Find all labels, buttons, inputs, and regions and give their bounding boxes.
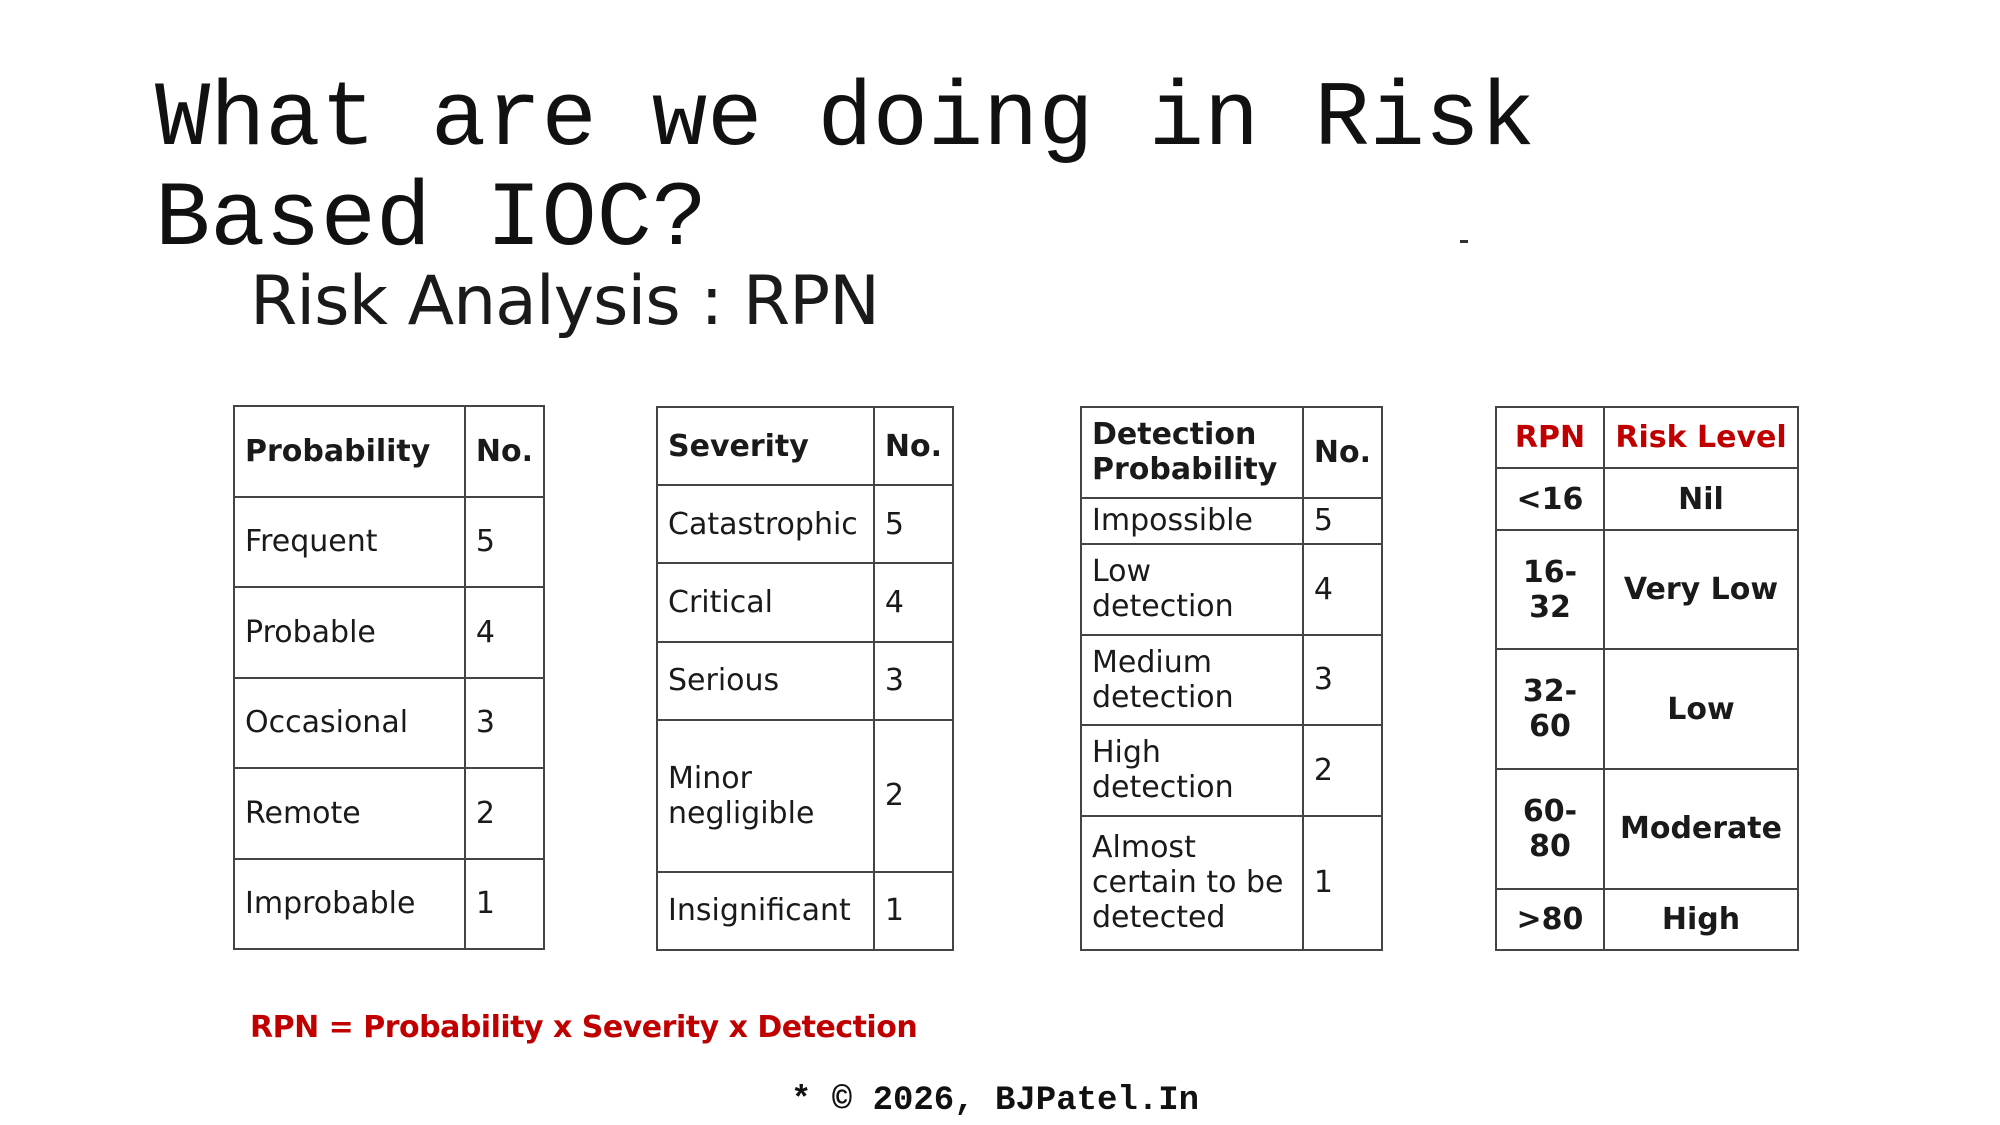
table-cell: <16 xyxy=(1496,468,1604,529)
table-header-row xyxy=(1081,407,1382,498)
table-cell: High xyxy=(1604,889,1798,950)
risk-level-table xyxy=(1495,406,1799,951)
table-row xyxy=(1081,635,1382,726)
table-cell: Catastrophic xyxy=(657,485,874,563)
copyright-footer: * © 2026, BJPatel.In xyxy=(790,1082,1200,1120)
table-row xyxy=(657,485,953,563)
table-row xyxy=(1081,498,1382,545)
table-row xyxy=(1081,816,1382,951)
table-cell: 3 xyxy=(874,642,953,720)
table-cell: Moderate xyxy=(1604,769,1798,889)
table-cell: 2 xyxy=(874,720,953,872)
table-row xyxy=(1496,530,1798,650)
table-cell: Serious xyxy=(657,642,874,720)
table-cell: Insignificant xyxy=(657,872,874,950)
table-header-cell: Detection Probability xyxy=(1081,407,1303,498)
table-cell: 5 xyxy=(874,485,953,563)
table-cell: 1 xyxy=(874,872,953,950)
table-row xyxy=(657,642,953,720)
table-cell: Minor negligible xyxy=(657,720,874,872)
table-row xyxy=(234,497,544,588)
table-row xyxy=(1496,468,1798,529)
table-row xyxy=(1496,649,1798,769)
table-cell: 4 xyxy=(874,563,953,641)
table-cell: Nil xyxy=(1604,468,1798,529)
table-cell: 5 xyxy=(465,497,544,588)
table-cell: Medium detection xyxy=(1081,635,1303,726)
table-cell: 5 xyxy=(1303,498,1382,545)
table-cell: Low xyxy=(1604,649,1798,769)
table-cell: 32-60 xyxy=(1496,649,1604,769)
table-cell: 60-80 xyxy=(1496,769,1604,889)
table-cell: Low detection xyxy=(1081,544,1303,635)
table-cell: Frequent xyxy=(234,497,465,588)
table-header-cell: Probability xyxy=(234,406,465,497)
table-row xyxy=(657,720,953,872)
table-cell: 16-32 xyxy=(1496,530,1604,650)
table-cell: Very Low xyxy=(1604,530,1798,650)
table-row xyxy=(657,563,953,641)
table-row xyxy=(234,587,544,678)
table-cell: Improbable xyxy=(234,859,465,950)
table-cell: Remote xyxy=(234,768,465,859)
table-cell: >80 xyxy=(1496,889,1604,950)
probability-table xyxy=(233,405,545,950)
table-row xyxy=(1081,544,1382,635)
table-row xyxy=(1496,889,1798,950)
table-cell: Almost certain to be detected xyxy=(1081,816,1303,951)
table-cell: 3 xyxy=(465,678,544,769)
table-header-cell: RPN xyxy=(1496,407,1604,468)
table-cell: Critical xyxy=(657,563,874,641)
table-header-cell: Risk Level xyxy=(1604,407,1798,468)
table-header-cell: No. xyxy=(1303,407,1382,498)
slide-subtitle: Risk Analysis : RPN xyxy=(250,262,879,341)
stray-mark xyxy=(1460,240,1468,243)
table-cell: 3 xyxy=(1303,635,1382,726)
table-header-cell: No. xyxy=(465,406,544,497)
table-row xyxy=(1496,769,1798,889)
severity-table xyxy=(656,406,954,951)
slide-title: What are we doing in Risk Based IOC? xyxy=(155,67,1536,272)
table-cell: Occasional xyxy=(234,678,465,769)
table-row xyxy=(657,872,953,950)
table-cell: 4 xyxy=(1303,544,1382,635)
table-cell: Impossible xyxy=(1081,498,1303,545)
table-row xyxy=(1081,725,1382,816)
table-header-cell: Severity xyxy=(657,407,874,485)
table-header-cell: No. xyxy=(874,407,953,485)
table-cell: 1 xyxy=(465,859,544,950)
table-row xyxy=(234,859,544,950)
table-header-row xyxy=(657,407,953,485)
rpn-formula: RPN = Probability x Severity x Detection xyxy=(250,1010,918,1045)
table-row xyxy=(234,768,544,859)
table-cell: High detection xyxy=(1081,725,1303,816)
table-cell: 2 xyxy=(1303,725,1382,816)
table-cell: 2 xyxy=(465,768,544,859)
table-header-row xyxy=(234,406,544,497)
table-cell: 1 xyxy=(1303,816,1382,951)
table-cell: 4 xyxy=(465,587,544,678)
table-cell: Probable xyxy=(234,587,465,678)
detection-table xyxy=(1080,406,1383,951)
table-row xyxy=(234,678,544,769)
table-header-row xyxy=(1496,407,1798,468)
